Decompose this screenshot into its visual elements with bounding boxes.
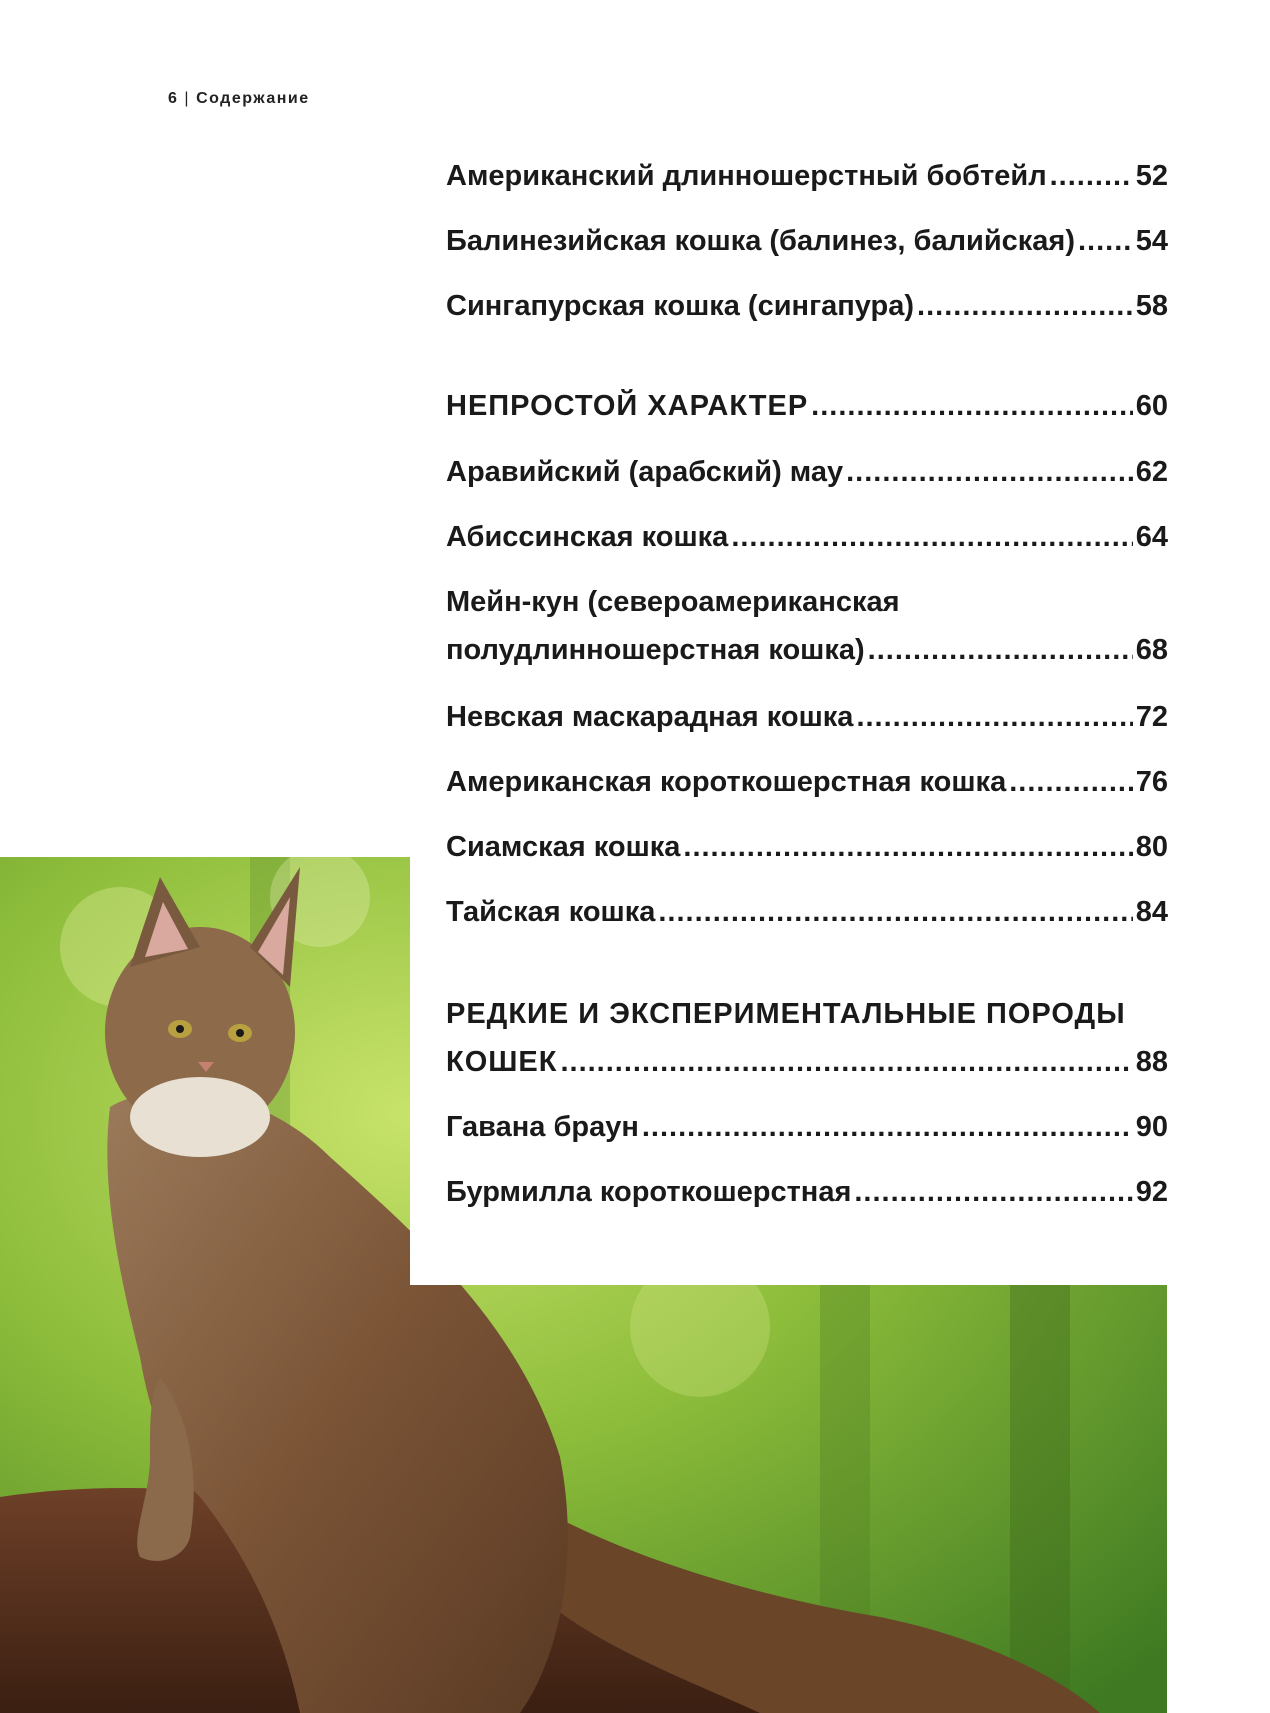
toc-entry[interactable] [446,1103,1168,1151]
toc-entry-title: Тайская кошка [446,896,656,928]
toc-entry-title-line2: полудлинношерстная кошка) [446,634,865,666]
toc-entry-title: Бурмилла короткошерстная [446,1176,852,1208]
toc-entry-page: 60 [1135,390,1168,422]
toc-entry-title: Американская короткошерстная кошка [446,766,1007,798]
toc-entry-page: 84 [1135,896,1168,928]
toc-entry[interactable] [446,513,1168,561]
toc-entry[interactable] [446,758,1168,806]
toc-entry-title-line1: РЕДКИЕ И ЭКСПЕРИМЕНТАЛЬНЫЕ ПОРОДЫ [446,998,1126,1030]
toc-entry-page: 72 [1135,701,1168,733]
toc-entry-page: 64 [1135,521,1168,553]
leader-dots [811,382,1133,430]
toc-section-heading[interactable] [446,990,1168,1086]
toc-entry-title: Сингапурская кошка (сингапура) [446,290,915,322]
toc-entry[interactable] [446,888,1168,936]
toc-entry[interactable] [446,823,1168,871]
leader-dots [731,513,1132,561]
toc-entry[interactable] [446,152,1168,200]
toc-entry-page: 92 [1135,1176,1168,1208]
toc-entry[interactable] [446,448,1168,496]
leader-dots [917,282,1133,330]
leader-dots [658,888,1132,936]
toc-entry-title: Балинезийская кошка (балинез, балийская) [446,225,1075,257]
toc-entry-page: 90 [1135,1111,1168,1143]
leader-dots [868,626,1133,674]
leader-dots [1009,758,1133,806]
toc-entry-page: 54 [1135,225,1168,257]
toc-entry-page: 80 [1135,831,1168,863]
toc-entry-title: Невская маскарадная кошка [446,701,854,733]
leader-dots [846,448,1133,496]
leader-dots [560,1038,1132,1086]
leader-dots [856,693,1132,741]
toc-entry-page: 76 [1135,766,1168,798]
toc-entry[interactable] [446,282,1168,330]
header-separator: | [184,90,191,107]
toc-entry-page: 52 [1135,160,1168,192]
running-head [168,90,310,108]
toc-entry-title: Аравийский (арабский) мау [446,456,844,488]
toc-entry-title: Абиссинская кошка [446,521,729,553]
toc-entry-page: 58 [1135,290,1168,322]
page-number: 6 [168,90,179,107]
leader-dots [1050,152,1133,200]
leader-dots [683,823,1132,871]
toc-entry-page: 62 [1135,456,1168,488]
toc-entry-title: Гавана браун [446,1111,639,1143]
toc-entry-title-line1: Мейн-кун (североамериканская [446,586,900,618]
toc-entry[interactable] [446,693,1168,741]
toc-entry-page: 88 [1135,1046,1168,1078]
toc-entry-title: НЕПРОСТОЙ ХАРАКТЕР [446,390,809,422]
toc-section-heading[interactable] [446,382,1168,430]
toc-entry-title-line2: КОШЕК [446,1046,558,1078]
leader-dots [854,1168,1132,1216]
toc-entry-title: Сиамская кошка [446,831,681,863]
toc-entry-title: Американский длинношерстный бобтейл [446,160,1047,192]
section-title: Содержание [196,90,310,107]
leader-dots [1078,217,1133,265]
toc-entry[interactable] [446,578,1168,674]
toc-entry[interactable] [446,1168,1168,1216]
toc-entry-page: 68 [1135,634,1168,666]
toc-entry[interactable] [446,217,1168,265]
leader-dots [642,1103,1133,1151]
